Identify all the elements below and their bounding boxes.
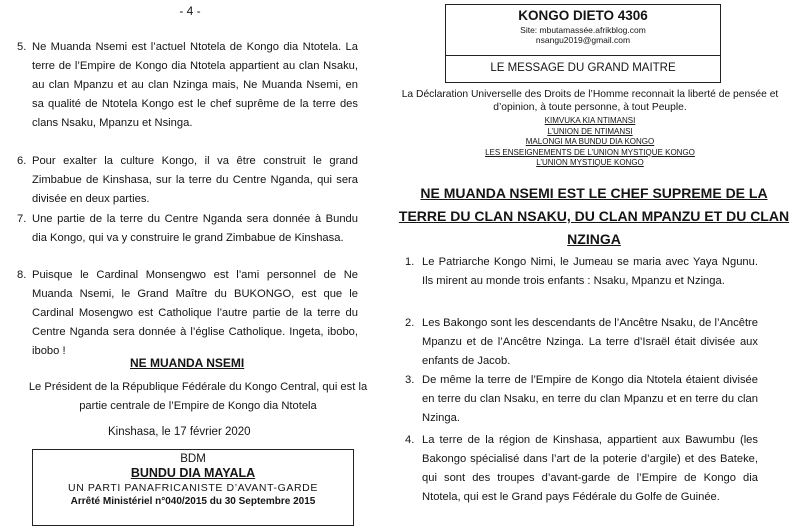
party-tagline: UN PARTI PANAFRICANISTE D’AVANT-GARDE xyxy=(68,482,318,494)
list-item-1 xyxy=(405,253,758,291)
page-number: - 4 - xyxy=(179,4,201,18)
item-text: De même la terre de l’Empire de Kongo dia Ntotela étaient divisée en terre du clan Nsaku, en terre du clan Mpanzu et en terre du clan Nzinga. xyxy=(422,374,758,424)
item-text: Ne Muanda Nsemi est l’actuel Ntotela de Kongo dia Ntotela. La terre de l’Empire de Kongo dia Ntotela appartient au clan Nsaku, au clan Mpanzu et au clan Nzinga mais, Ne Muanda Nsemi, en sa qualité de Ntotela Kongo est le chef suprême de la terre des clans Nsaku, Mpanzu et Nsinga. xyxy=(32,41,358,129)
party-decree: Arrêté Ministériel n°040/2015 du 30 Septembre 2015 xyxy=(70,496,316,507)
header-divider xyxy=(446,55,720,56)
item-number: 7. xyxy=(17,213,27,225)
organization-item: KIMVUKA KIA NTIMANSI xyxy=(544,116,636,125)
item-number: 5. xyxy=(17,41,27,53)
item-text: Pour exalter la culture Kongo, il va être construit le grand Zimbabue de Kinshasa, sur la terre du Centre Nganda, qui sera divisée en deux parties. xyxy=(32,155,358,205)
list-item-7 xyxy=(17,210,358,248)
list-item-8 xyxy=(17,266,358,361)
item-text: La terre de la région de Kinshasa, appartient aux Bawumbu (les Bakongo spécialisé dans l’art de la poterie d’argile) et des Bateke, qui sont des troupes d’avant-garde de l’Empire de Kongo dia Ntotela, qui est le Grand pays Fédérale du Golfe de Guinée. xyxy=(422,434,758,503)
list-item-3 xyxy=(405,371,758,428)
organization-item: L’UNION DE NTIMANSI xyxy=(547,126,633,136)
list-item-5 xyxy=(17,38,358,133)
item-number: 4. xyxy=(405,434,415,446)
item-number: 1. xyxy=(405,256,415,268)
website-text: Site: mbutamassée.afrikblog.com xyxy=(520,25,646,35)
left-column xyxy=(0,0,388,530)
item-number: 3. xyxy=(405,374,415,386)
organization-item: L’UNION MYSTIQUE KONGO xyxy=(536,158,644,167)
item-number: 6. xyxy=(17,155,27,167)
email-text: nsangu2019@gmail.com xyxy=(535,35,631,45)
signature-role: Le Président de la République Fédérale du Kongo Central, qui est la partie centrale de l’Empire de Kongo dia Ntotela xyxy=(28,381,368,412)
list-item-6 xyxy=(17,152,358,209)
item-text: Une partie de la terre du Centre Nganda sera donnée à Bundu dia Kongo, qui va y construire le grand Zimbabue de Kinshasa. xyxy=(32,213,358,244)
newsletter-title: KONGO DIETO 4306 xyxy=(518,8,648,23)
party-box xyxy=(32,449,354,526)
list-item-4 xyxy=(405,431,758,507)
message-title: LE MESSAGE DU GRAND MAITRE xyxy=(490,62,676,74)
organization-item: LES ENSEIGNEMENTS DE L’UNION MYSTIQUE KONGO xyxy=(485,147,695,157)
list-item-2 xyxy=(405,314,758,371)
organization-list xyxy=(380,116,800,169)
place-date: Kinshasa, le 17 février 2020 xyxy=(108,426,251,438)
right-column xyxy=(380,0,800,530)
header-box xyxy=(445,4,721,83)
organization-item: MALONGI MA BUNDU DIA KONGO xyxy=(525,137,655,146)
declaration-text: La Déclaration Universelle des Droits de l’Homme reconnait la liberté de pensée et d’opinion, à toute personne, à tout Peuple. xyxy=(401,89,779,113)
item-text: Puisque le Cardinal Monsengwo est l’ami personnel de Ne Muanda Nsemi, le Grand Maître du BUKONGO, est que le Cardinal Mosengwo est Catholique l’autre partie de la terre du Centre Nganda sera donnée à l’église Catholique. Ingeta, ibobo, ibobo ! xyxy=(32,269,358,357)
item-text: Le Patriarche Kongo Nimi, le Jumeau se maria avec Yaya Ngunu. Ils mirent au monde trois enfants : Nsaku, Mpanzu et Nzinga. xyxy=(422,256,758,287)
signature-name: NE MUANDA NSEMI xyxy=(130,356,245,370)
item-number: 2. xyxy=(405,317,415,329)
article-headline: NE MUANDA NSEMI EST LE CHEF SUPREME DE LA TERRE DU CLAN NSAKU, DU CLAN MPANZU ET DU CLAN NZINGA xyxy=(398,185,790,247)
party-abbreviation: BDM xyxy=(180,453,206,465)
item-text: Les Bakongo sont les descendants de l’Ancêtre Nsaku, de l’Ancêtre Mpanzu et de l’Ancêtre Nzinga. La terre d’Israël était divisée aux enfants de Jacob. xyxy=(422,317,758,367)
item-number: 8. xyxy=(17,269,27,281)
party-name: BUNDU DIA MAYALA xyxy=(130,466,256,480)
